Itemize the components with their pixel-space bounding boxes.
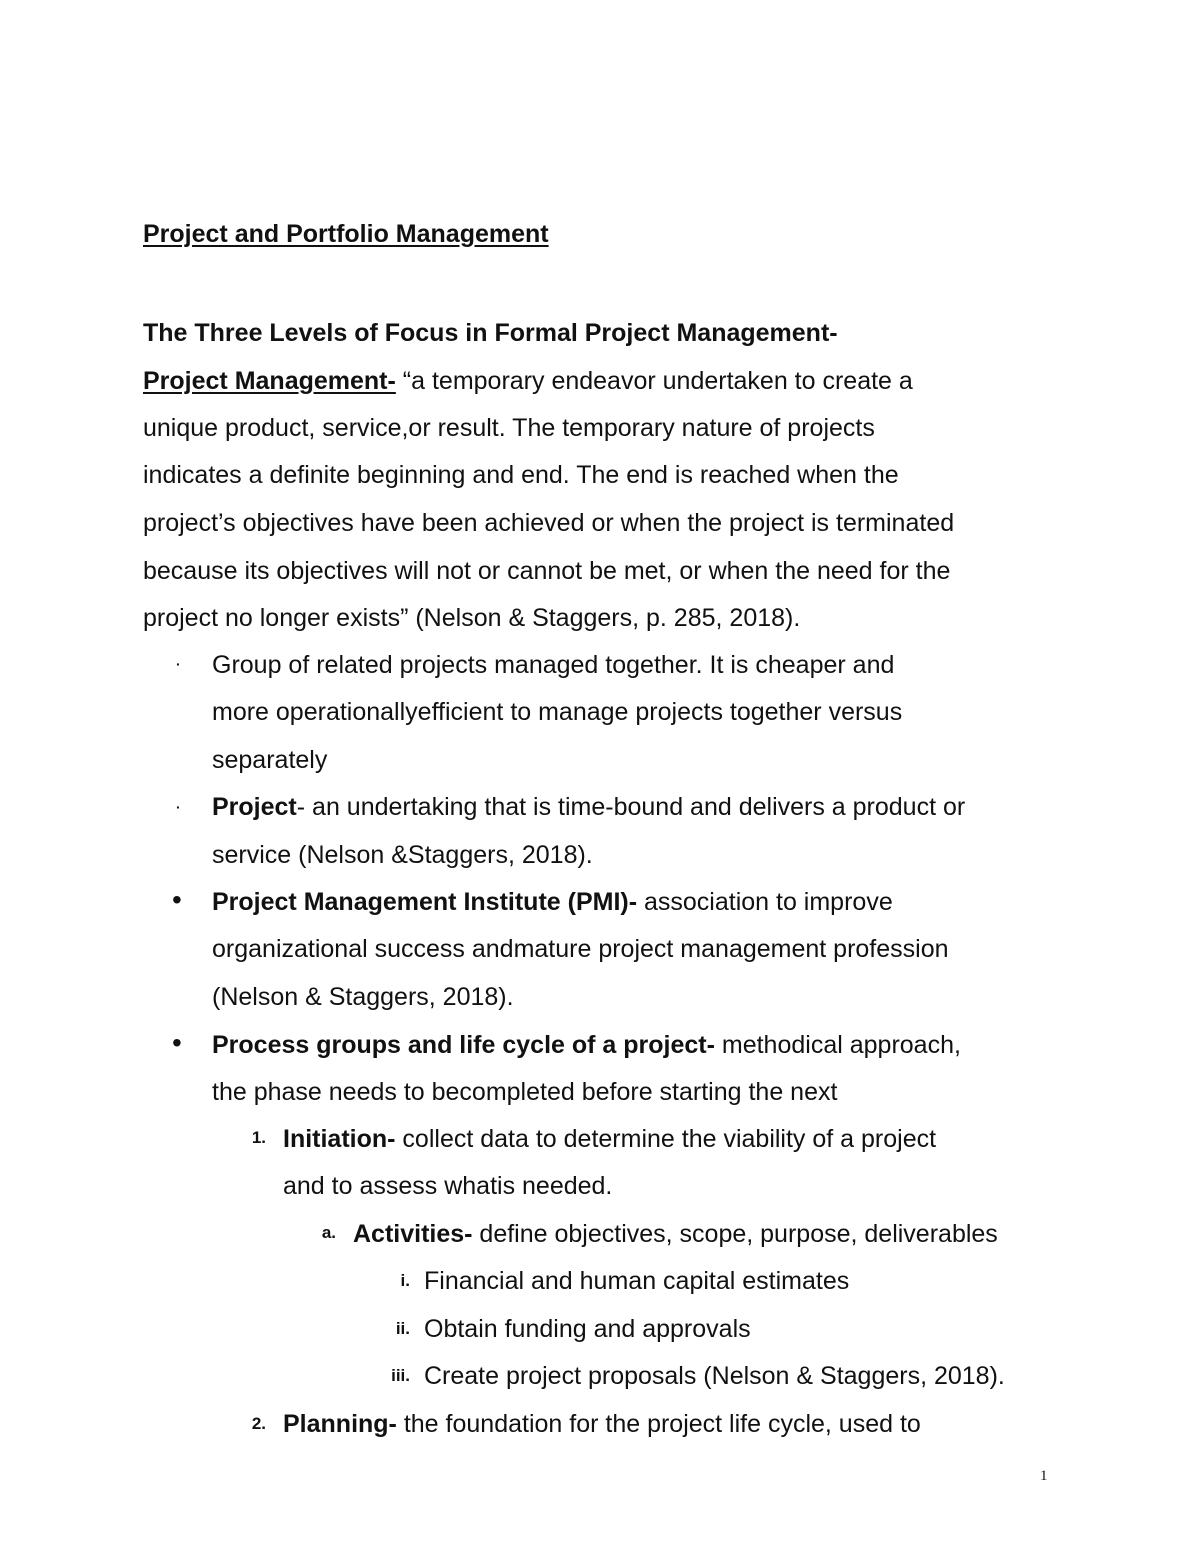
definition-term: Project Management-	[143, 367, 396, 395]
numbered-marker: 2.	[251, 1414, 266, 1433]
definition-line-5: because its objectives will not or cannot be met, or when the need for the	[143, 557, 951, 585]
numbered-1-line-1	[283, 1123, 936, 1155]
bullet-2-line-2: service (Nelson &Staggers, 2018).	[212, 841, 593, 869]
definition-text: “a temporary endeavor undertaken to create a	[395, 367, 913, 395]
bullet-3-term: Project Management Institute (PMI)-	[212, 888, 638, 916]
roman-marker: ii.	[395, 1319, 410, 1338]
bullet-marker: •	[172, 1027, 182, 1058]
sub-a-line	[353, 1218, 998, 1250]
bullet-2-line-1	[212, 791, 965, 823]
definition-line-3: indicates a definite beginning and end. The end is reached when the	[143, 461, 899, 489]
sub-a-text: define objectives, scope, purpose, deliverables	[472, 1220, 998, 1248]
sub-marker: a.	[321, 1223, 336, 1242]
definition-line-2: unique product, service,or result. The temporary nature of projects	[143, 414, 875, 442]
numbered-1-text: collect data to determine the viability of a project	[395, 1125, 937, 1153]
bullet-2-text: - an undertaking that is time-bound and delivers a product or	[296, 793, 966, 821]
bullet-4-line-2: the phase needs to becompleted before starting the next	[212, 1078, 838, 1106]
definition-line-4: project’s objectives have been achieved or when the project is terminated	[143, 509, 955, 537]
sub-a-term: Activities-	[353, 1220, 473, 1248]
bullet-3-line-1	[212, 886, 893, 918]
bullet-4-text: methodical approach,	[714, 1031, 961, 1059]
bullet-1-line-1: Group of related projects managed together. It is cheaper and	[212, 651, 895, 679]
roman-item-3: Create project proposals (Nelson & Staggers, 2018).	[424, 1362, 1005, 1390]
definition-line-1	[143, 365, 913, 397]
roman-marker: iii.	[391, 1366, 410, 1385]
numbered-1-term: Initiation-	[283, 1125, 396, 1153]
bullet-1-line-2: more operationallyefficient to manage projects together versus	[212, 698, 903, 726]
numbered-marker: 1.	[251, 1128, 266, 1147]
roman-item-2: Obtain funding and approvals	[424, 1315, 751, 1343]
section-heading: The Three Levels of Focus in Formal Project Management-	[143, 319, 838, 347]
bullet-2-term: Project	[212, 793, 297, 821]
bullet-marker: ·	[176, 656, 181, 672]
bullet-3-line-3: (Nelson & Staggers, 2018).	[212, 983, 514, 1011]
bullet-marker: •	[172, 884, 182, 915]
numbered-2-term: Planning-	[283, 1410, 397, 1438]
page-number: 1	[1040, 1468, 1048, 1484]
bullet-marker: ·	[176, 799, 181, 815]
numbered-2-text: the foundation for the project life cycle, used to	[396, 1410, 921, 1438]
bullet-3-line-2: organizational success andmature project management profession	[212, 935, 949, 963]
numbered-2-line-1	[283, 1408, 921, 1440]
document-title: Project and Portfolio Management	[143, 220, 549, 248]
roman-marker: i.	[400, 1271, 410, 1290]
bullet-1-line-3: separately	[212, 746, 328, 774]
bullet-3-text: association to improve	[637, 888, 893, 916]
bullet-4-term: Process groups and life cycle of a project-	[212, 1031, 715, 1059]
numbered-1-line-2: and to assess whatis needed.	[283, 1172, 613, 1200]
bullet-4-line-1	[212, 1029, 961, 1061]
roman-item-1: Financial and human capital estimates	[424, 1267, 850, 1295]
definition-line-6: project no longer exists” (Nelson & Staggers, p. 285, 2018).	[143, 604, 801, 632]
